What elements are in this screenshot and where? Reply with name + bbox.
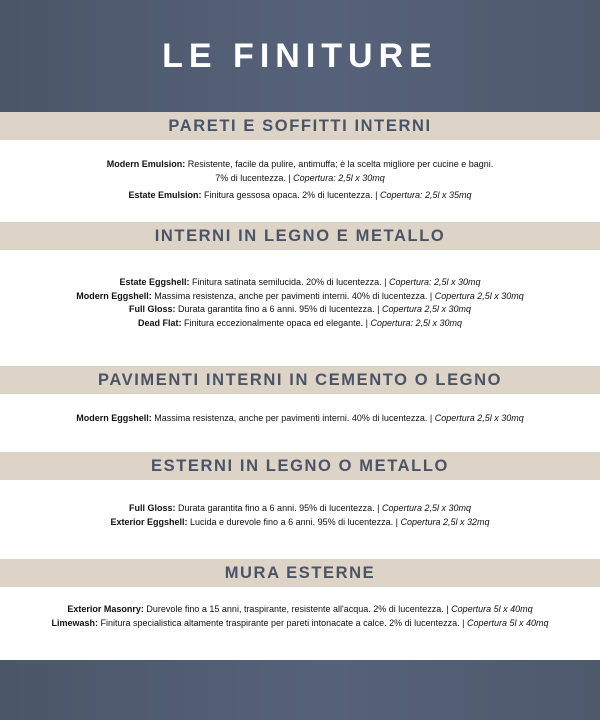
- finish-desc: Finitura gessosa opaca. 2% di lucentezza. |: [201, 190, 380, 200]
- page-footer-band: [0, 660, 600, 720]
- finish-desc: Finitura specialistica altamente traspirante per pareti intonacate a calce. 2% di lucentezza. |: [97, 617, 467, 628]
- finish-desc: Finitura eccezionalmente opaca ed elegante. |: [181, 317, 371, 328]
- section-band-pareti: [0, 112, 600, 140]
- finish-coverage: Copertura 2,5l x 30mq: [434, 290, 524, 301]
- section-items-mura: [0, 603, 600, 630]
- finish-coverage: Copertura 2,5l x 30mq: [381, 503, 472, 513]
- page-header: [0, 0, 600, 112]
- finish-coverage: Copertura: 2,5l x 30mq: [370, 317, 463, 328]
- finish-coverage: Copertura 2,5l x 30mq: [434, 413, 524, 423]
- finish-desc: Durata garantita fino a 6 anni. 95% di lucentezza. |: [175, 304, 382, 314]
- finish-name: Limewash:: [51, 617, 98, 628]
- finish-coverage: Copertura 2,5l x 30mq: [381, 304, 472, 314]
- section-heading: PAVIMENTI INTERNI IN CEMENTO O LEGNO: [97, 370, 503, 389]
- finish-coverage: Copertura: 2,5l x 30mq: [293, 172, 385, 183]
- section-band-interni-legno: [0, 222, 600, 250]
- finish-desc: Finitura satinata semilucida. 20% di lucentezza. |: [189, 277, 389, 287]
- section-heading: ESTERNI IN LEGNO O METALLO: [151, 456, 449, 475]
- section-items-pareti: [0, 158, 600, 203]
- finish-item: [0, 290, 600, 304]
- finish-name: Full Gloss:: [128, 503, 176, 513]
- section-items-pavimenti: [0, 412, 600, 426]
- section-band-esterni-legno: [0, 452, 600, 480]
- finish-item: [0, 603, 600, 617]
- finish-name: Modern Eggshell:: [76, 290, 152, 301]
- finish-item: [0, 516, 600, 530]
- finish-name: Modern Emulsion:: [106, 159, 186, 169]
- finish-item: [0, 276, 600, 290]
- finish-item: [0, 189, 600, 203]
- finish-item: [0, 412, 600, 426]
- finish-item: [0, 502, 600, 516]
- section-heading: MURA ESTERNE: [224, 563, 376, 582]
- section-items-interni-legno: [0, 276, 600, 330]
- finish-coverage: Copertura: 2,5l x 30mq: [388, 277, 481, 287]
- finish-name: Estate Emulsion:: [128, 190, 202, 200]
- section-items-esterni-legno: [0, 502, 600, 529]
- finish-name: Estate Eggshell:: [119, 277, 190, 287]
- finish-name: Exterior Eggshell:: [110, 516, 188, 527]
- finish-name: Dead Flat:: [137, 317, 182, 328]
- finish-item: [0, 317, 600, 331]
- finish-desc: Massima resistenza, anche per pavimenti interni. 40% di lucentezza. |: [151, 290, 435, 301]
- finish-coverage: Copertura 5l x 40mq: [467, 617, 549, 628]
- page-title: LE FINITURE: [162, 36, 438, 75]
- finish-desc-line2: 7% di lucentezza. |: [215, 172, 294, 183]
- finish-name: Exterior Masonry:: [67, 604, 144, 614]
- finish-coverage: Copertura 5l x 40mq: [451, 604, 533, 614]
- finish-coverage: Copertura 2,5l x 32mq: [400, 516, 490, 527]
- finish-name: Modern Eggshell:: [76, 413, 152, 423]
- finish-desc: Resistente, facile da pulire, antimuffa; è la scelta migliore per cucine e bagni.: [185, 159, 494, 169]
- finish-name: Full Gloss:: [128, 304, 176, 314]
- section-heading: PARETI E SOFFITTI INTERNI: [168, 116, 432, 135]
- finish-coverage: Copertura: 2,5l x 35mq: [379, 190, 472, 200]
- finish-desc: Durevole fino a 15 anni, traspirante, resistente all'acqua. 2% di lucentezza. |: [143, 604, 452, 614]
- finish-item: [0, 303, 600, 317]
- section-heading: INTERNI IN LEGNO E METALLO: [154, 226, 446, 245]
- finish-desc: Durata garantita fino a 6 anni. 95% di lucentezza. |: [175, 503, 382, 513]
- section-band-mura: [0, 559, 600, 587]
- section-band-pavimenti: [0, 366, 600, 394]
- finish-desc: Lucida e durevole fino a 6 anni. 95% di lucentezza. |: [187, 516, 401, 527]
- finish-item: [0, 158, 600, 185]
- finish-item: [0, 617, 600, 631]
- finish-desc: Massima resistenza, anche per pavimenti interni. 40% di lucentezza. |: [151, 413, 435, 423]
